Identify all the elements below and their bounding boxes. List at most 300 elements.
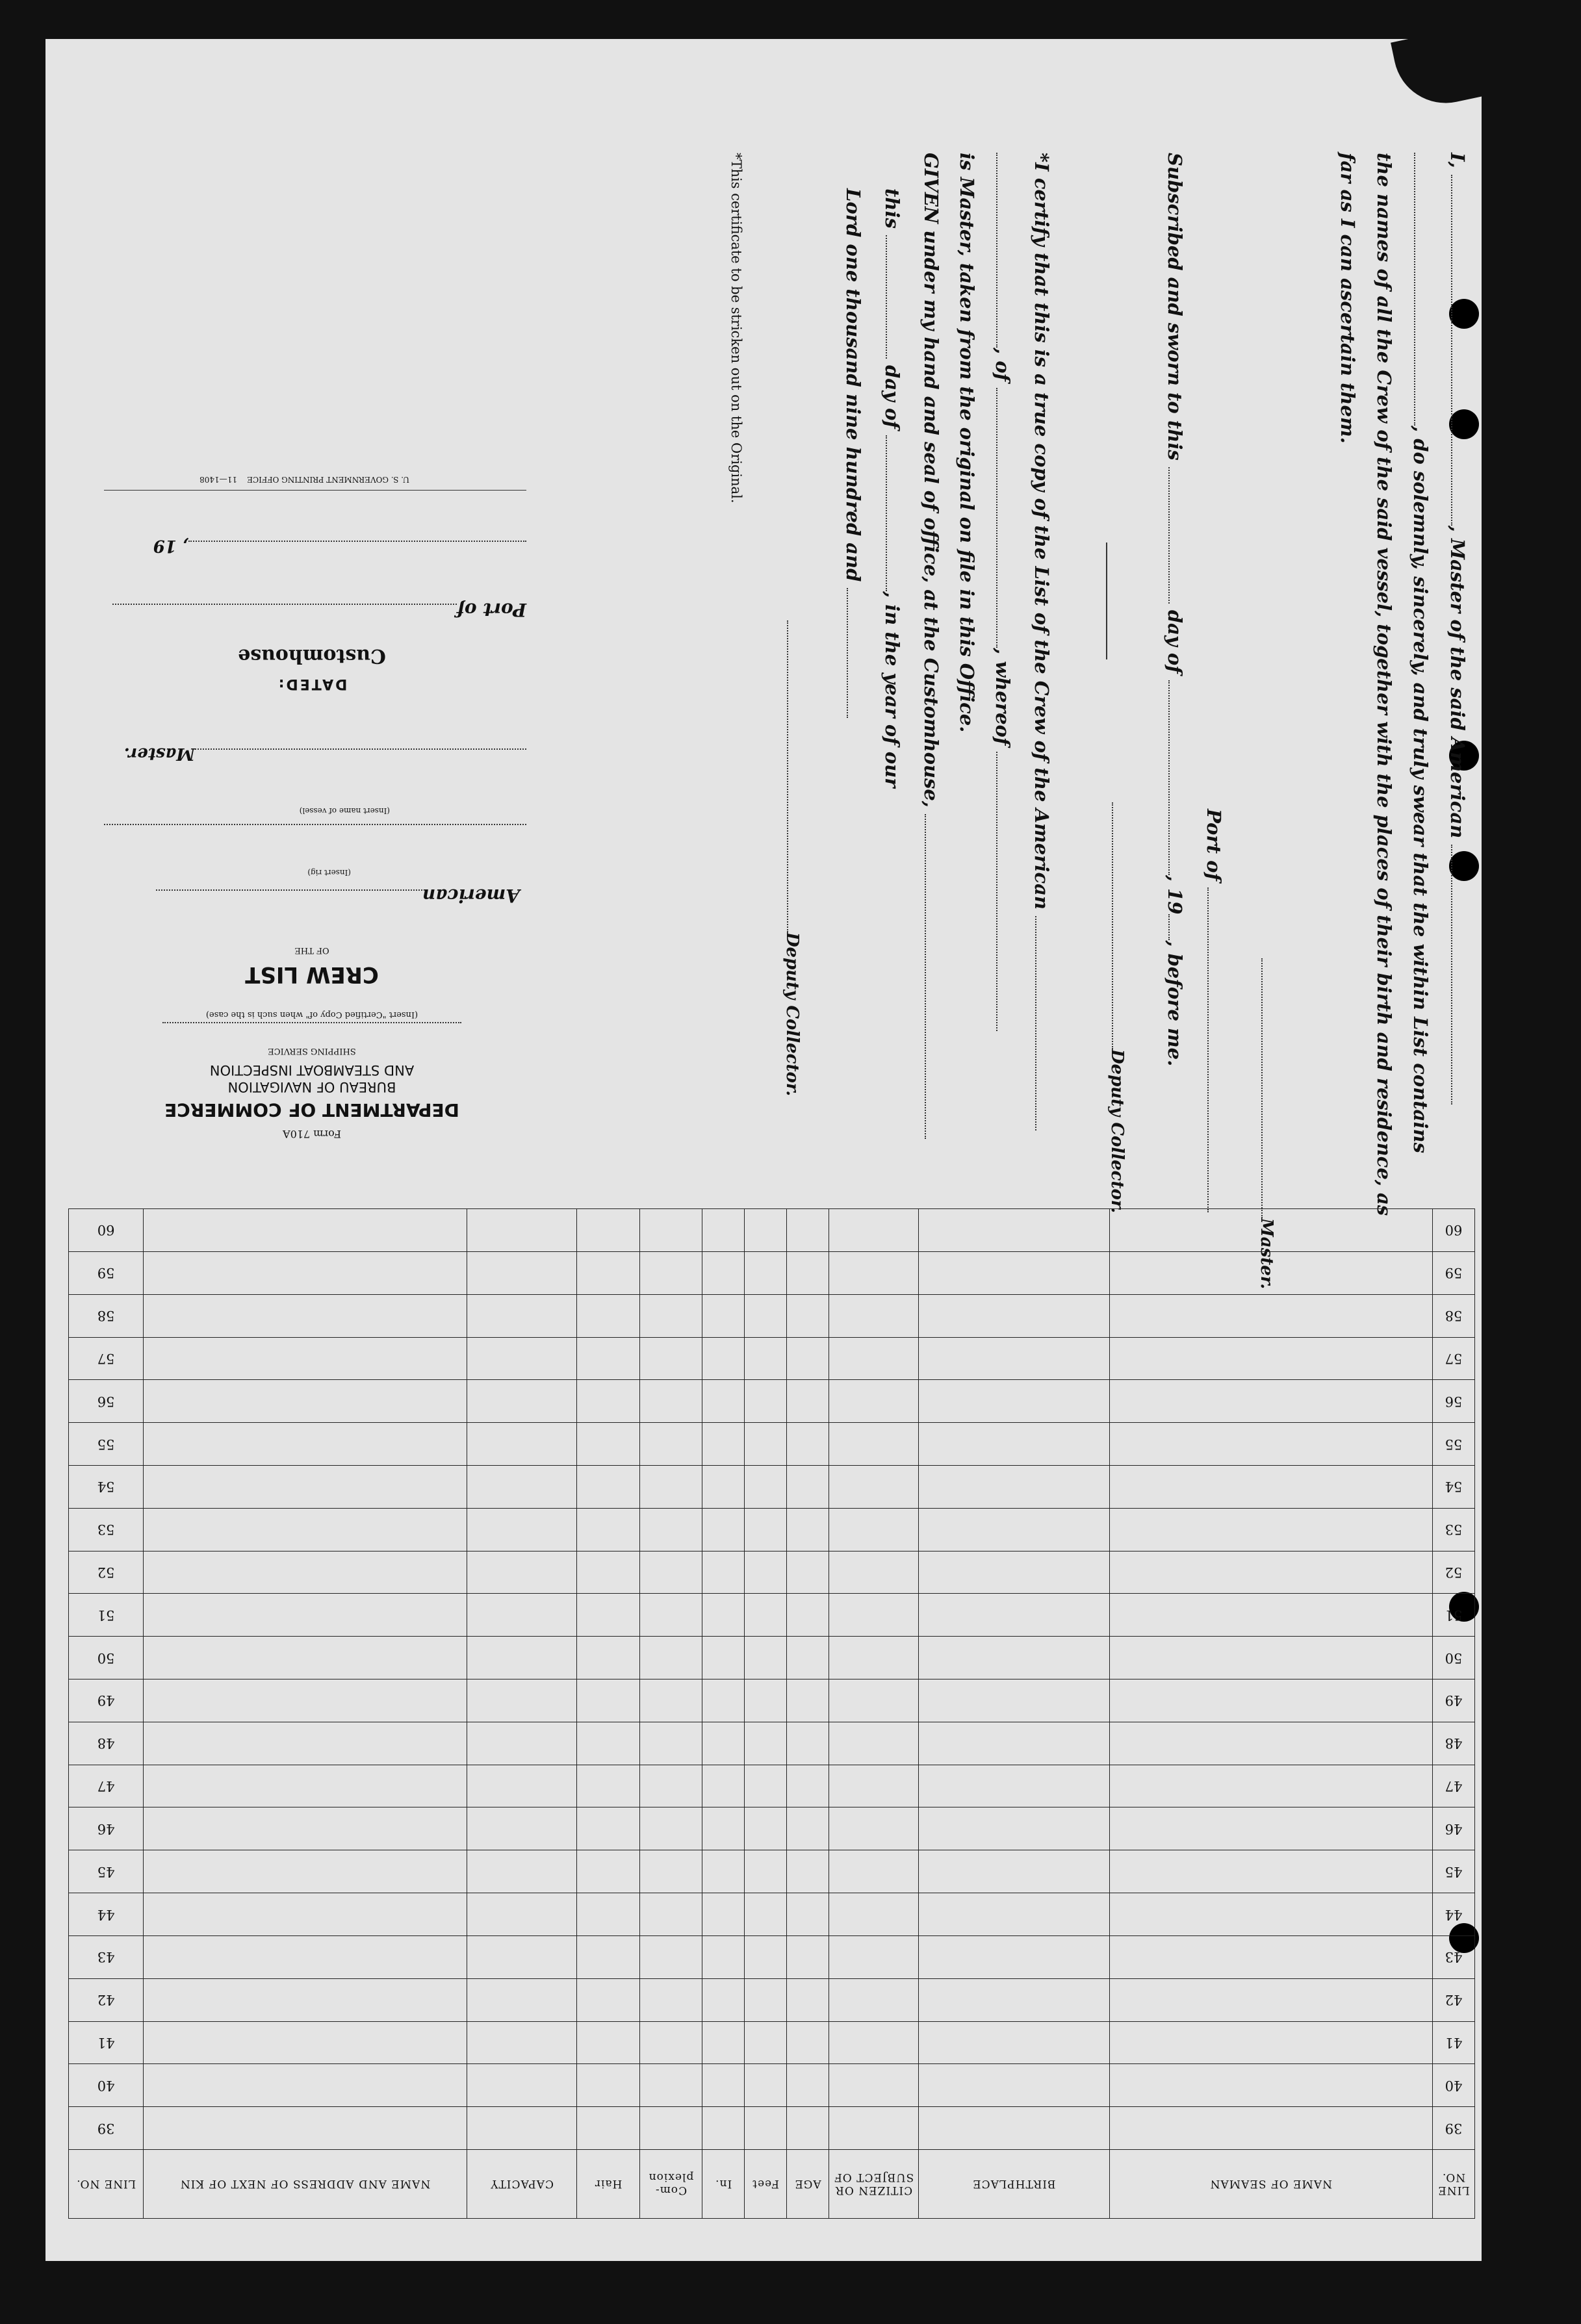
entry-cell[interactable] (467, 1423, 577, 1466)
line-number-cell: 60 (1433, 1209, 1475, 1252)
entry-cell[interactable] (639, 2107, 702, 2150)
subscribed-day-blank[interactable] (1168, 467, 1184, 604)
vessel-name-line[interactable] (104, 824, 526, 825)
entry-cell[interactable] (787, 2021, 829, 2064)
entry-cell[interactable] (702, 1294, 745, 1337)
certify-vessel-blank[interactable] (1035, 916, 1051, 1130)
entry-cell[interactable] (829, 1594, 919, 1637)
entry-cell[interactable] (144, 1893, 467, 1936)
entry-cell[interactable] (919, 1935, 1109, 1978)
master-label: Master. (124, 744, 526, 763)
entry-cell[interactable] (919, 1337, 1109, 1380)
line-number-cell: 47 (1433, 1765, 1475, 1807)
entry-cell[interactable] (787, 1935, 829, 1978)
entry-cell[interactable] (577, 1337, 639, 1380)
entry-cell[interactable] (919, 1765, 1109, 1807)
entry-cell[interactable] (919, 1380, 1109, 1423)
entry-cell[interactable] (829, 1893, 919, 1936)
lord-year-blank[interactable] (847, 588, 862, 718)
name-blank[interactable] (1451, 175, 1467, 526)
entry-cell[interactable] (144, 1551, 467, 1594)
entry-cell[interactable] (745, 1722, 787, 1765)
table-row (69, 1978, 1475, 2021)
entry-cell[interactable] (467, 1551, 577, 1594)
entry-cell[interactable] (745, 2064, 787, 2107)
entry-cell[interactable] (919, 1508, 1109, 1551)
entry-cell[interactable] (144, 1722, 467, 1765)
entry-cell[interactable] (745, 1423, 787, 1466)
entry-cell[interactable] (144, 1850, 467, 1893)
entry-cell[interactable] (702, 1637, 745, 1679)
entry-cell[interactable] (787, 1807, 829, 1850)
entry-cell[interactable] (577, 1423, 639, 1466)
entry-cell[interactable] (577, 1850, 639, 1893)
table-row (69, 1508, 1475, 1551)
entry-cell[interactable] (639, 1337, 702, 1380)
entry-cell[interactable] (787, 1508, 829, 1551)
table-row (69, 1765, 1475, 1807)
header-capacity: CAPACITY (467, 2150, 577, 2219)
entry-cell[interactable] (829, 1978, 919, 2021)
line-number-cell-right: 59 (69, 1251, 144, 1294)
entry-cell[interactable] (919, 1594, 1109, 1637)
line-number-cell: 40 (1433, 2064, 1475, 2107)
entry-cell[interactable] (745, 1337, 787, 1380)
entry-cell[interactable] (467, 1337, 577, 1380)
entry-cell[interactable] (1109, 1978, 1433, 2021)
entry-cell[interactable] (1109, 1209, 1433, 1252)
bureau-line-2: AND STEAMBOAT INSPECTION (209, 1062, 415, 1078)
table-row (69, 2064, 1475, 2107)
entry-cell[interactable] (787, 1893, 829, 1936)
entry-cell[interactable] (745, 1893, 787, 1936)
entry-cell[interactable] (639, 1551, 702, 1594)
line-number-cell-right: 54 (69, 1466, 144, 1509)
entry-cell[interactable] (639, 1508, 702, 1551)
entry-cell[interactable] (702, 1251, 745, 1294)
certify-of-blank[interactable] (996, 388, 1012, 648)
entry-cell[interactable] (467, 1807, 577, 1850)
entry-cell[interactable] (467, 2021, 577, 2064)
line-number-cell-right: 46 (69, 1807, 144, 1850)
line-number-cell-right: 39 (69, 2107, 144, 2150)
entry-cell[interactable] (702, 1935, 745, 1978)
entry-cell[interactable] (577, 2021, 639, 2064)
entry-cell[interactable] (639, 1850, 702, 1893)
entry-cell[interactable] (1109, 2021, 1433, 2064)
entry-cell[interactable] (144, 1594, 467, 1637)
entry-cell[interactable] (919, 1807, 1109, 1850)
table-row (69, 1251, 1475, 1294)
entry-cell[interactable] (144, 1209, 467, 1252)
entry-cell[interactable] (829, 1637, 919, 1679)
entry-cell[interactable] (639, 1935, 702, 1978)
entry-cell[interactable] (577, 1251, 639, 1294)
line-number-cell: 57 (1433, 1337, 1475, 1380)
entry-cell[interactable] (702, 1594, 745, 1637)
entry-cell[interactable] (639, 1466, 702, 1509)
line-number-cell: 50 (1433, 1637, 1475, 1679)
entry-cell[interactable] (639, 1807, 702, 1850)
entry-cell[interactable] (144, 1637, 467, 1679)
entry-cell[interactable] (1109, 1679, 1433, 1722)
shipping-service: SHIPPING SERVICE (268, 1046, 356, 1056)
entry-cell[interactable] (745, 1850, 787, 1893)
entry-cell[interactable] (577, 1380, 639, 1423)
entry-cell[interactable] (639, 1594, 702, 1637)
entry-cell[interactable] (702, 1337, 745, 1380)
entry-cell[interactable] (702, 1722, 745, 1765)
entry-cell[interactable] (144, 2064, 467, 2107)
entry-cell[interactable] (1109, 1765, 1433, 1807)
entry-cell[interactable] (144, 2021, 467, 2064)
line-number-cell: 56 (1433, 1380, 1475, 1423)
entry-cell[interactable] (745, 1209, 787, 1252)
entry-cell[interactable] (639, 1294, 702, 1337)
vessel-blank[interactable] (1451, 845, 1467, 1105)
entry-cell[interactable] (1109, 1807, 1433, 1850)
entry-cell[interactable] (702, 1423, 745, 1466)
line-number-cell-right: 57 (69, 1337, 144, 1380)
header-next-of-kin: NAME AND ADDRESS OF NEXT OF KIN (144, 2150, 467, 2219)
entry-cell[interactable] (577, 1722, 639, 1765)
entry-cell[interactable] (577, 1466, 639, 1509)
entry-cell[interactable] (1109, 1466, 1433, 1509)
entry-cell[interactable] (787, 1423, 829, 1466)
entry-cell[interactable] (144, 1337, 467, 1380)
entry-cell[interactable] (787, 1551, 829, 1594)
entry-cell[interactable] (829, 1850, 919, 1893)
entry-cell[interactable] (639, 1637, 702, 1679)
entry-cell[interactable] (829, 2107, 919, 2150)
entry-cell[interactable] (829, 1508, 919, 1551)
deputy-signature-blank-1[interactable] (1112, 802, 1127, 1049)
customhouse-label: Customhouse (238, 645, 386, 667)
entry-cell[interactable] (639, 1209, 702, 1252)
entry-cell[interactable] (829, 1679, 919, 1722)
entry-cell[interactable] (702, 1978, 745, 2021)
affidavit-line-1: I, , Master of the said American (1446, 153, 1469, 1105)
entry-cell[interactable] (577, 1765, 639, 1807)
line-number-cell: 39 (1433, 2107, 1475, 2150)
entry-cell[interactable] (919, 1637, 1109, 1679)
deputy-collector-line-2: Deputy Collector. (782, 620, 803, 1096)
table-row (69, 1551, 1475, 1594)
table-row (69, 1209, 1475, 1252)
entry-cell[interactable] (829, 1466, 919, 1509)
entry-cell[interactable] (639, 2064, 702, 2107)
entry-cell[interactable] (467, 2107, 577, 2150)
header-age: AGE (787, 2150, 829, 2219)
entry-cell[interactable] (144, 1679, 467, 1722)
given-day-blank[interactable] (886, 235, 901, 359)
entry-cell[interactable] (787, 2064, 829, 2107)
entry-cell[interactable] (919, 2064, 1109, 2107)
entry-cell[interactable] (745, 1294, 787, 1337)
entry-cell[interactable] (829, 1765, 919, 1807)
entry-cell[interactable] (829, 1209, 919, 1252)
entry-cell[interactable] (577, 1551, 639, 1594)
line-number-cell: 46 (1433, 1807, 1475, 1850)
entry-cell[interactable] (1109, 1935, 1433, 1978)
entry-cell[interactable] (919, 1679, 1109, 1722)
header-complexion: Com- plexion (639, 2150, 702, 2219)
entry-cell[interactable] (639, 1251, 702, 1294)
entry-cell[interactable] (787, 1251, 829, 1294)
deputy-signature-blank-2[interactable] (787, 620, 803, 932)
footnote: *This certificate to be stricken out on the Original. (728, 153, 744, 504)
entry-cell[interactable] (577, 1679, 639, 1722)
entry-cell[interactable] (745, 1551, 787, 1594)
table-row (69, 1850, 1475, 1893)
entry-cell[interactable] (919, 1251, 1109, 1294)
entry-cell[interactable] (787, 1294, 829, 1337)
entry-cell[interactable] (919, 1722, 1109, 1765)
entry-cell[interactable] (467, 1893, 577, 1936)
line-number-cell: 53 (1433, 1508, 1475, 1551)
entry-cell[interactable] (467, 1380, 577, 1423)
header-line-no: LINE NO. (1433, 2150, 1475, 2219)
entry-cell[interactable] (702, 2064, 745, 2107)
entry-cell[interactable] (919, 1850, 1109, 1893)
certify-vessel-name-blank[interactable] (996, 153, 1012, 348)
entry-cell[interactable] (639, 1978, 702, 2021)
table-row (69, 1679, 1475, 1722)
entry-cell[interactable] (745, 2107, 787, 2150)
entry-cell[interactable] (639, 1380, 702, 1423)
entry-cell[interactable] (745, 1978, 787, 2021)
table-row (69, 1337, 1475, 1380)
line-number-cell: 54 (1433, 1466, 1475, 1509)
department-title: DEPARTMENT OF COMMERCE (164, 1099, 459, 1121)
entry-cell[interactable] (919, 1466, 1109, 1509)
entry-cell[interactable] (745, 2021, 787, 2064)
entry-cell[interactable] (787, 1380, 829, 1423)
entry-cell[interactable] (1109, 1337, 1433, 1380)
entry-cell[interactable] (144, 1935, 467, 1978)
entry-cell[interactable] (577, 1209, 639, 1252)
entry-cell[interactable] (829, 1722, 919, 1765)
entry-cell[interactable] (787, 1594, 829, 1637)
entry-cell[interactable] (829, 1251, 919, 1294)
entry-cell[interactable] (1109, 1294, 1433, 1337)
line-number-cell: 55 (1433, 1423, 1475, 1466)
entry-cell[interactable] (702, 1679, 745, 1722)
entry-cell[interactable] (639, 1679, 702, 1722)
entry-cell[interactable] (829, 1935, 919, 1978)
header-line-no-right: LINE NO. (69, 2150, 144, 2219)
master-signature-line: Master. (1257, 958, 1277, 1289)
entry-cell[interactable] (467, 1294, 577, 1337)
entry-cell[interactable] (745, 1935, 787, 1978)
entry-cell[interactable] (745, 1765, 787, 1807)
entry-cell[interactable] (829, 1380, 919, 1423)
entry-cell[interactable] (829, 1337, 919, 1380)
table-row (69, 1423, 1475, 1466)
entry-cell[interactable] (702, 1466, 745, 1509)
entry-cell[interactable] (467, 1679, 577, 1722)
entry-cell[interactable] (787, 1466, 829, 1509)
port-of-label: Port of (112, 599, 526, 620)
entry-cell[interactable] (702, 1893, 745, 1936)
entry-cell[interactable] (829, 2021, 919, 2064)
entry-cell[interactable] (467, 1722, 577, 1765)
entry-cell[interactable] (787, 1765, 829, 1807)
entry-cell[interactable] (787, 1850, 829, 1893)
line-number-cell: 51 (1433, 1594, 1475, 1637)
lord-line: Lord one thousand nine hundred and (842, 188, 864, 718)
entry-cell[interactable] (919, 1551, 1109, 1594)
entry-cell[interactable] (577, 2107, 639, 2150)
entry-cell[interactable] (745, 1594, 787, 1637)
entry-cell[interactable] (144, 1978, 467, 2021)
header-name-of-seaman: NAME OF SEAMAN (1109, 2150, 1433, 2219)
entry-cell[interactable] (467, 1209, 577, 1252)
entry-cell[interactable] (787, 1978, 829, 2021)
entry-cell[interactable] (745, 1679, 787, 1722)
certify-master-blank[interactable] (996, 752, 1012, 1031)
entry-cell[interactable] (745, 1508, 787, 1551)
entry-cell[interactable] (745, 1466, 787, 1509)
entry-cell[interactable] (702, 1508, 745, 1551)
given-month-blank[interactable] (886, 435, 901, 591)
entry-cell[interactable] (467, 1466, 577, 1509)
entry-cell[interactable] (787, 1722, 829, 1765)
entry-cell[interactable] (787, 1337, 829, 1380)
entry-cell[interactable] (144, 1423, 467, 1466)
entry-cell[interactable] (639, 1423, 702, 1466)
entry-cell[interactable] (919, 1423, 1109, 1466)
entry-cell[interactable] (1109, 1722, 1433, 1765)
entry-cell[interactable] (919, 1893, 1109, 1936)
entry-cell[interactable] (144, 1251, 467, 1294)
entry-cell[interactable] (787, 1209, 829, 1252)
entry-cell[interactable] (577, 1294, 639, 1337)
entry-cell[interactable] (1109, 1551, 1433, 1594)
entry-cell[interactable] (702, 2021, 745, 2064)
entry-cell[interactable] (144, 2107, 467, 2150)
entry-cell[interactable] (1109, 1423, 1433, 1466)
subscribed-month-blank[interactable] (1168, 680, 1184, 875)
entry-cell[interactable] (467, 1765, 577, 1807)
entry-cell[interactable] (702, 1850, 745, 1893)
entry-cell[interactable] (577, 1508, 639, 1551)
entry-cell[interactable] (702, 1551, 745, 1594)
line-number-cell-right: 40 (69, 2064, 144, 2107)
line-number-cell: 49 (1433, 1679, 1475, 1722)
entry-cell[interactable] (919, 1209, 1109, 1252)
entry-cell[interactable] (702, 1209, 745, 1252)
entry-cell[interactable] (144, 1466, 467, 1509)
entry-cell[interactable] (829, 1423, 919, 1466)
certify-line-3: is Master, taken from the original on file in this Office. (956, 153, 978, 733)
entry-cell[interactable] (467, 1978, 577, 2021)
entry-cell[interactable] (467, 1508, 577, 1551)
entry-cell[interactable] (919, 1978, 1109, 2021)
customhouse-blank[interactable] (925, 814, 940, 1139)
entry-cell[interactable] (577, 2064, 639, 2107)
entry-cell[interactable] (144, 1380, 467, 1423)
line-number-cell-right: 56 (69, 1380, 144, 1423)
table-row (69, 1935, 1475, 1978)
entry-cell[interactable] (144, 1765, 467, 1807)
entry-cell[interactable] (467, 1251, 577, 1294)
entry-cell[interactable] (1109, 1637, 1433, 1679)
form-number: Form 710A (283, 1128, 341, 1140)
entry-cell[interactable] (787, 1637, 829, 1679)
entry-cell[interactable] (577, 1807, 639, 1850)
entry-cell[interactable] (467, 1594, 577, 1637)
entry-cell[interactable] (1109, 1508, 1433, 1551)
entry-cell[interactable] (919, 2021, 1109, 2064)
entry-cell[interactable] (829, 1551, 919, 1594)
entry-cell[interactable] (144, 1508, 467, 1551)
header-inches: In. (702, 2150, 745, 2219)
port-blank[interactable] (1207, 887, 1223, 1212)
crew-table (68, 1208, 1475, 2219)
entry-cell[interactable] (919, 2107, 1109, 2150)
year-label: , 19 (153, 536, 526, 555)
entry-cell[interactable] (1109, 2107, 1433, 2150)
entry-cell[interactable] (1109, 1594, 1433, 1637)
entry-cell[interactable] (577, 1935, 639, 1978)
entry-cell[interactable] (787, 1679, 829, 1722)
entry-cell[interactable] (467, 1637, 577, 1679)
entry-cell[interactable] (829, 2064, 919, 2107)
entry-cell[interactable] (577, 1978, 639, 2021)
entry-cell[interactable] (467, 1850, 577, 1893)
entry-cell[interactable] (919, 1294, 1109, 1337)
entry-cell[interactable] (702, 1380, 745, 1423)
label-rule (104, 490, 526, 491)
entry-cell[interactable] (577, 1594, 639, 1637)
vessel-name-blank[interactable] (1414, 153, 1430, 426)
header-hair: Hair (577, 2150, 639, 2219)
entry-cell[interactable] (702, 2107, 745, 2150)
entry-cell[interactable] (1109, 1850, 1433, 1893)
entry-cell[interactable] (745, 1807, 787, 1850)
entry-cell[interactable] (639, 2021, 702, 2064)
entry-cell[interactable] (829, 1807, 919, 1850)
entry-cell[interactable] (1109, 1893, 1433, 1936)
entry-cell[interactable] (745, 1637, 787, 1679)
entry-cell[interactable] (829, 1294, 919, 1337)
entry-cell[interactable] (639, 1893, 702, 1936)
entry-cell[interactable] (467, 1935, 577, 1978)
entry-cell[interactable] (745, 1380, 787, 1423)
entry-cell[interactable] (577, 1637, 639, 1679)
entry-cell[interactable] (639, 1765, 702, 1807)
entry-cell[interactable] (1109, 1251, 1433, 1294)
line-number-cell-right: 51 (69, 1594, 144, 1637)
master-signature-blank[interactable] (1261, 958, 1277, 1218)
entry-cell[interactable] (702, 1807, 745, 1850)
entry-cell[interactable] (787, 2107, 829, 2150)
entry-cell[interactable] (1109, 2064, 1433, 2107)
entry-cell[interactable] (1109, 1380, 1433, 1423)
subscribed-year-blank[interactable] (1168, 914, 1184, 940)
entry-cell[interactable] (467, 2064, 577, 2107)
table-row (69, 1807, 1475, 1850)
entry-cell[interactable] (144, 1294, 467, 1337)
entry-cell[interactable] (745, 1251, 787, 1294)
entry-cell[interactable] (639, 1722, 702, 1765)
american-label: American (156, 885, 520, 906)
entry-cell[interactable] (577, 1893, 639, 1936)
line-number-cell-right: 44 (69, 1893, 144, 1936)
entry-cell[interactable] (702, 1765, 745, 1807)
entry-cell[interactable] (144, 1807, 467, 1850)
